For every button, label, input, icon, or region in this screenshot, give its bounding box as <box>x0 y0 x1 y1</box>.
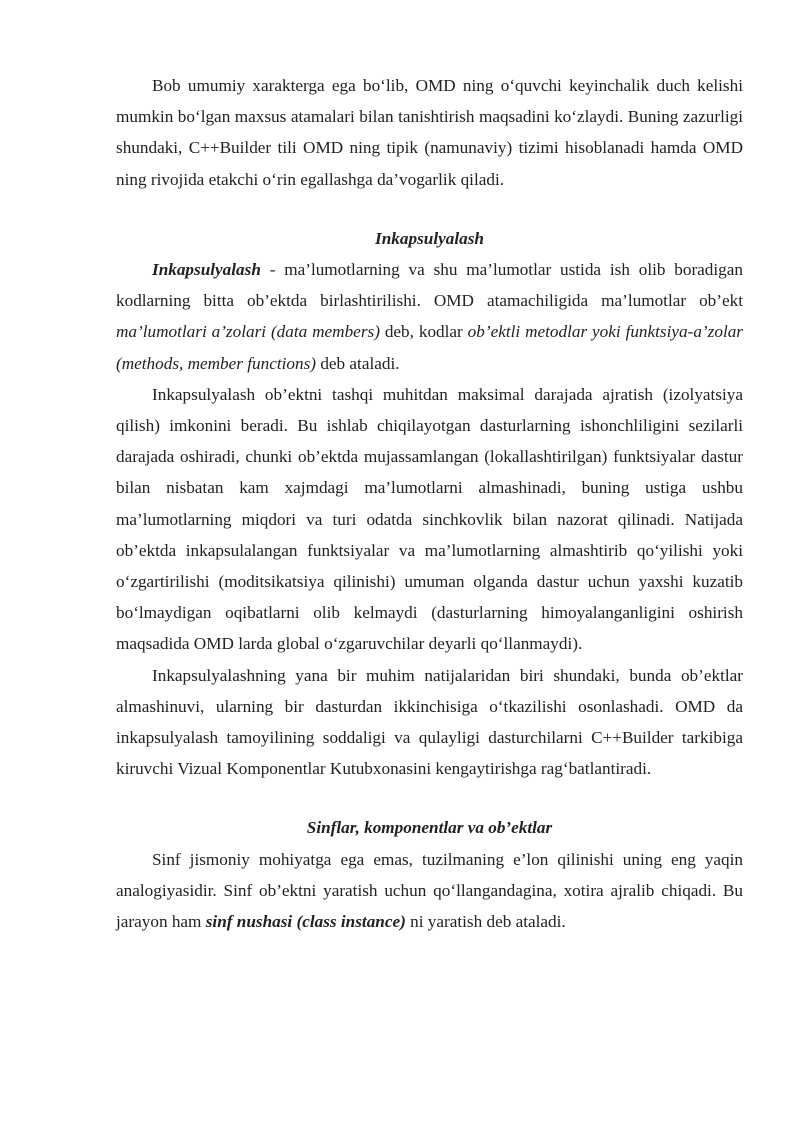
definition-text-b: deb, kodlar <box>379 322 468 342</box>
term-member-functions: ob’ektli metodlar yoki funktsiya-a’zolar (methods, member functions) <box>116 322 744 373</box>
definition-text-c: deb ataladi. <box>316 353 400 373</box>
inkapsulyalash-definition-paragraph <box>116 254 743 379</box>
sinf-text-b: ni yaratish deb ataladi. <box>405 912 566 932</box>
inkapsulyalash-paragraph-2: Inkapsulyalash ob’ektni tashqi muhitdan maksimal darajada ajratish (izolyatsiya qilish) imkonini beradi. Bu ishlab chiqilayotgan dasturlarning ishonchliligini sezilarli darajada oshiradi, chunki ob’ektda mujassamlangan (lokallashtirilgan) funktsiyalar dastur bilan nisbatan kam xajmdagi ma’lumotlarni almashinadi, buning ustiga ushbu ma’lumotlarning miqdori va turi odatda sinchkovlik bilan nazorat qilinadi. Natijada ob’ektda inkapsulalangan funktsiyalar va ma’lumotlarning almashtirib qo‘yilishi yoki o‘zgartirilishi (moditsikatsiya qilinishi) umuman olganda dastur uchun yaxshi kuzatib bo‘lmaydigan oqibatlarni olib kelmaydi (dasturlarning himoyalanganligini oshirish maqsadida OMD larda global o‘zgaruvchilar deyarli qo‘llanmaydi). <box>116 384 743 654</box>
section-heading-sinflar: Sinflar, komponentlar va ob’ektlar <box>306 818 553 838</box>
inkapsulyalash-paragraph-3: Inkapsulyalashning yana bir muhim natijalaridan biri shundaki, bunda ob’ektlar almashinuvi, ularning bir dasturdan ikkinchisiga o‘tkazilishi osonlashadi. OMD da inkapsulyalash tamoyilining soddaligi va qulayligi dasturchilarni C++Builder tarkibiga kiruvchi Vizual Komponentlar Kutubxonasini kengaytirishga rag‘batlantiradi. <box>116 665 743 779</box>
term-data-members: ma’lumotlari a’zolari (data members) <box>116 322 380 342</box>
spacer <box>116 784 743 812</box>
definition-text-a: - ma’lumotlarning va shu ma’lumotlar ustida ish olib boradigan kodlarning bitta ob’ektda birlashtirilishi. OMD atamachiligida ma’lumotlar ob’ekt <box>116 260 743 311</box>
term-inkapsulyalash: Inkapsulyalash <box>152 260 261 280</box>
term-class-instance: sinf nushasi (class instance) <box>205 912 406 932</box>
intro-paragraph: Bob umumiy xarakterga ega bo‘lib, OMD ning o‘quvchi keyinchalik duch kelishi mumkin bo‘lgan maxsus atamalari bilan tanishtirish maqsadini ko‘zlaydi. Buning zazurligi shundaki, C++Builder tili OMD ning tipik (namunaviy) tizimi hisoblanadi hamda OMD ning rivojida etakchi o‘rin egallashga da’vogarlik qiladi. <box>116 76 743 189</box>
sinflar-paragraph-1 <box>116 844 743 938</box>
page-content <box>116 70 743 937</box>
section-heading-inkapsulyalash: Inkapsulyalash <box>375 228 484 248</box>
spacer <box>116 195 743 223</box>
sinf-text-a: Sinf jismoniy mohiyatga ega emas, tuzilmaning e’lon qilinishi uning eng yaqin analogiyasidir. Sinf ob’ektni yaratish uchun qo‘llangandagina, xotira ajralib chiqadi. Bu jarayon ham <box>116 849 743 932</box>
